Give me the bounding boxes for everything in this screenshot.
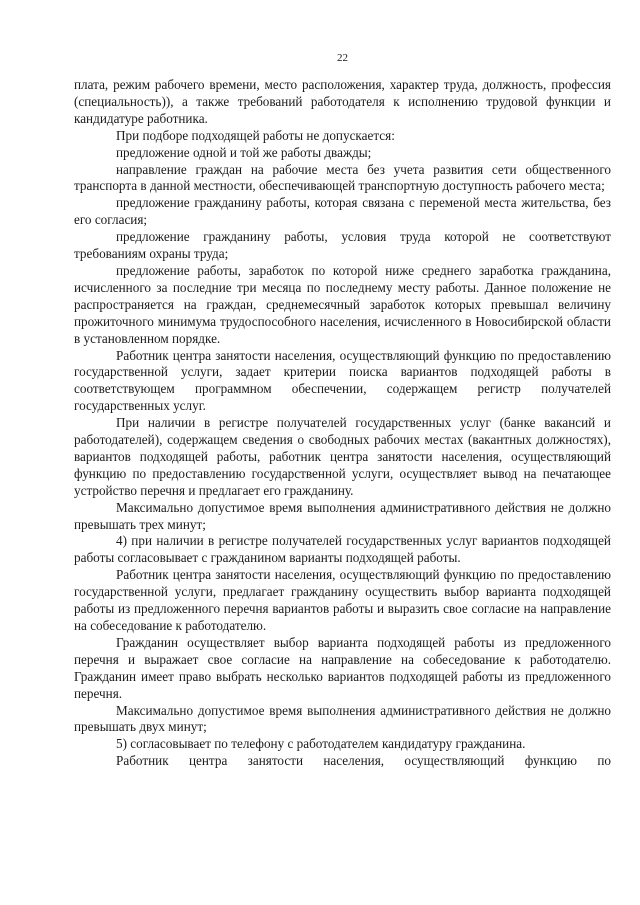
paragraph: плата, режим рабочего времени, место расположения, характер труда, должность, профессия (специальность)), а также требований работодателя к исполнению трудовой функции и кандидатуре работника. xyxy=(74,77,611,126)
paragraph: Работник центра занятости населения, осуществляющий функцию по предоставлению государственной услуги, предлагает гражданину осуществить выбор варианта подходящей работы из предложенного перечня вариантов работы и выразить свое согласие на направление на собеседование к работодателю. xyxy=(74,567,611,633)
paragraph: Гражданин осуществляет выбор варианта подходящей работы из предложенного перечня и выражает свое согласие на направление на собеседование к работодателю. Гражданин имеет право выбрать несколько вариантов подходящей работы из предложенного перечня. xyxy=(74,634,611,701)
paragraph: 4) при наличии в регистре получателей государственных услуг вариантов подходящей работы согласовывает с гражданином варианты подходящей работы. xyxy=(74,533,611,566)
paragraph: предложение гражданину работы, которая связана с переменой места жительства, без его согласия; xyxy=(74,195,611,228)
paragraph: предложение гражданину работы, условия труда которой не соответствуют требованиям охраны труда; xyxy=(74,229,611,262)
page-number: 22 xyxy=(337,52,348,64)
paragraph: предложение работы, заработок по которой ниже среднего заработка гражданина, исчисленного за последние три месяца по последнему месту работы. Данное положение не распространяется на граждан, среднемесячный заработок которых превышал величину прожиточного минимума трудоспособного населения, исчисленного в Новосибирской области в установленном порядке. xyxy=(74,262,611,346)
document-body xyxy=(74,77,611,770)
paragraph: Максимально допустимое время выполнения административного действия не должно превышать трех минут; xyxy=(74,499,611,532)
paragraph: Работник центра занятости населения, осуществляющий функцию по предоставлению государственной услуги, задает критерии поиска вариантов подходящей работы в соответствующем программном обеспечении, содержащем регистр получателей государственных услуг. xyxy=(74,347,611,414)
paragraph: направление граждан на рабочие места без учета развития сети общественного транспорта в данной местности, обеспечивающей транспортную доступность рабочего места; xyxy=(74,161,611,194)
paragraph: Максимально допустимое время выполнения административного действия не должно превышать двух минут; xyxy=(74,702,611,735)
paragraph: При подборе подходящей работы не допускается: xyxy=(116,127,395,143)
paragraph: Работник центра занятости населения, осуществляющий функцию по xyxy=(116,753,611,769)
paragraph: предложение одной и той же работы дважды; xyxy=(116,144,372,160)
paragraph: При наличии в регистре получателей государственных услуг (банке вакансий и работодателей), содержащем сведения о свободных рабочих местах (вакантных должностях), вариантов подходящей работы, работник центра занятости населения, осуществляющий функцию по предоставлению государственной услуги, осуществляет вывод на печатающее устройство перечня и предлагает его гражданину. xyxy=(74,415,611,498)
paragraph: 5) согласовывает по телефону с работодателем кандидатуру гражданина. xyxy=(116,736,526,752)
